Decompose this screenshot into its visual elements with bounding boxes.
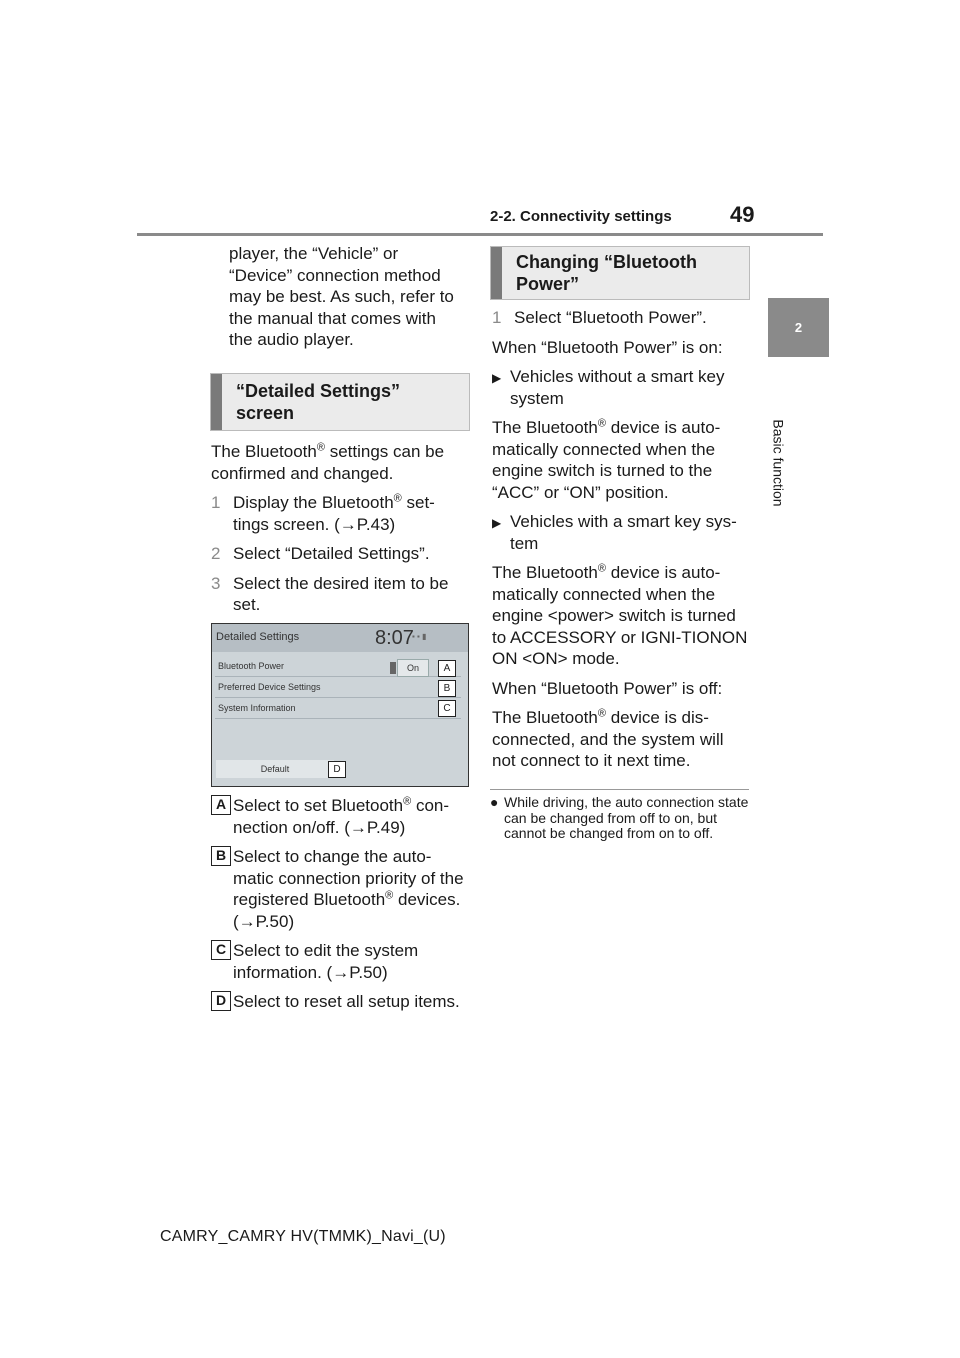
note — [490, 795, 752, 842]
paragraph-2: The Bluetooth® device is auto-matically connected when the engine <power> switch is turned to ACCESSORY or IGNI-TIONON ON <ON> mode. — [492, 562, 748, 668]
screen-row-system-info: System Information — [215, 699, 461, 719]
detailed-settings-screen-image — [211, 623, 469, 787]
callout-c: C Select to edit the system information. (→P.50) — [211, 940, 469, 983]
when-off-text: When “Bluetooth Power” is off: — [492, 678, 723, 698]
callout-a: A Select to set Bluetooth® con-nection on/off. (→P.49) — [211, 795, 469, 838]
section-title-line: screen — [236, 403, 295, 423]
item-without-smart-key: ▶ Vehicles without a smart key system — [492, 367, 725, 408]
marker-b: B — [211, 846, 231, 866]
section-title-changing-bluetooth-power — [490, 246, 750, 300]
arrow-icon: ▶ — [492, 371, 502, 385]
step-1: 1 Display the Bluetooth® set-tings screen. (→P.43) — [211, 492, 435, 534]
section-title-line: Changing “Bluetooth — [516, 252, 697, 272]
page-number: 49 — [730, 202, 755, 227]
intro-line: player, the “Vehicle” or — [229, 244, 399, 263]
section-title-bar — [491, 247, 502, 299]
intro-line: “Device” connection method — [229, 265, 441, 285]
when-on-text: When “Bluetooth Power” is on: — [492, 337, 723, 357]
callout-b: B Select to change the auto-matic connection priority of the registered Bluetooth® devices. (→P.50) — [211, 846, 469, 932]
screen-title: Detailed Settings — [216, 631, 300, 643]
intro-line: the audio player. — [229, 330, 354, 349]
intro-line: the manual that comes with — [229, 308, 436, 328]
marker-d: D — [211, 991, 231, 1011]
right-body — [492, 307, 750, 780]
arrow-icon: ▶ — [492, 516, 502, 530]
screen-label-a: A — [438, 660, 456, 677]
section-title-detailed-settings — [210, 373, 470, 431]
chapter-number: 2 — [794, 320, 803, 335]
note-divider — [490, 789, 749, 790]
intro-line: may be best. As such, refer to — [229, 287, 454, 306]
section-header: 2-2. Connectivity settings — [490, 208, 672, 225]
section-title-line: “Detailed Settings” — [236, 381, 401, 401]
section-title-bar — [211, 374, 222, 430]
screen-row-bluetooth-power: Bluetooth Power On — [215, 657, 461, 677]
screen-label-c: C — [438, 700, 456, 717]
callout-d: D Select to reset all setup items. — [211, 991, 469, 1013]
screen-row-preferred-device: Preferred Device Settings — [215, 678, 461, 698]
on-toggle: On — [397, 659, 429, 677]
intro-paragraph: The Bluetooth® settings can be confirmed and changed. — [211, 441, 445, 483]
screen-default-button: Default — [216, 760, 334, 778]
header-divider — [137, 233, 823, 236]
section-title-line: Power” — [516, 274, 580, 294]
footer-code: CAMRY_CAMRY HV(TMMK)_Navi_(U) — [160, 1228, 446, 1245]
step-2: 2 Select “Detailed Settings”. — [211, 544, 430, 563]
callout-list — [211, 795, 469, 1021]
step-3: 3 Select the desired item to be set. — [211, 573, 449, 614]
marker-a: A — [211, 795, 231, 815]
screen-label-b: B — [438, 680, 456, 697]
screen-label-d: D — [328, 761, 346, 778]
bullet-icon: ● — [490, 794, 499, 810]
right-step-1: 1 Select “Bluetooth Power”. — [492, 308, 707, 327]
left-body — [211, 441, 469, 624]
note-text: While driving, the auto connection state can be changed from off to on, but cannot be changed from on to off. — [504, 794, 749, 841]
marker-c: C — [211, 940, 231, 960]
paragraph-1: The Bluetooth® device is auto-matically connected when the engine switch is turned to the “ACC” or “ON” position. — [492, 417, 721, 502]
intro-text — [229, 243, 469, 351]
item-with-smart-key: ▶ Vehicles with a smart key sys-tem — [492, 512, 737, 553]
signal-icon: ▪ ▪ ▮ — [412, 632, 427, 641]
screen-clock: 8:07 — [375, 627, 414, 649]
paragraph-3: The Bluetooth® device is dis-connected, and the system will not connect to it next time. — [492, 707, 724, 770]
chapter-label: Basic function — [770, 419, 787, 507]
chapter-tab — [768, 298, 829, 357]
